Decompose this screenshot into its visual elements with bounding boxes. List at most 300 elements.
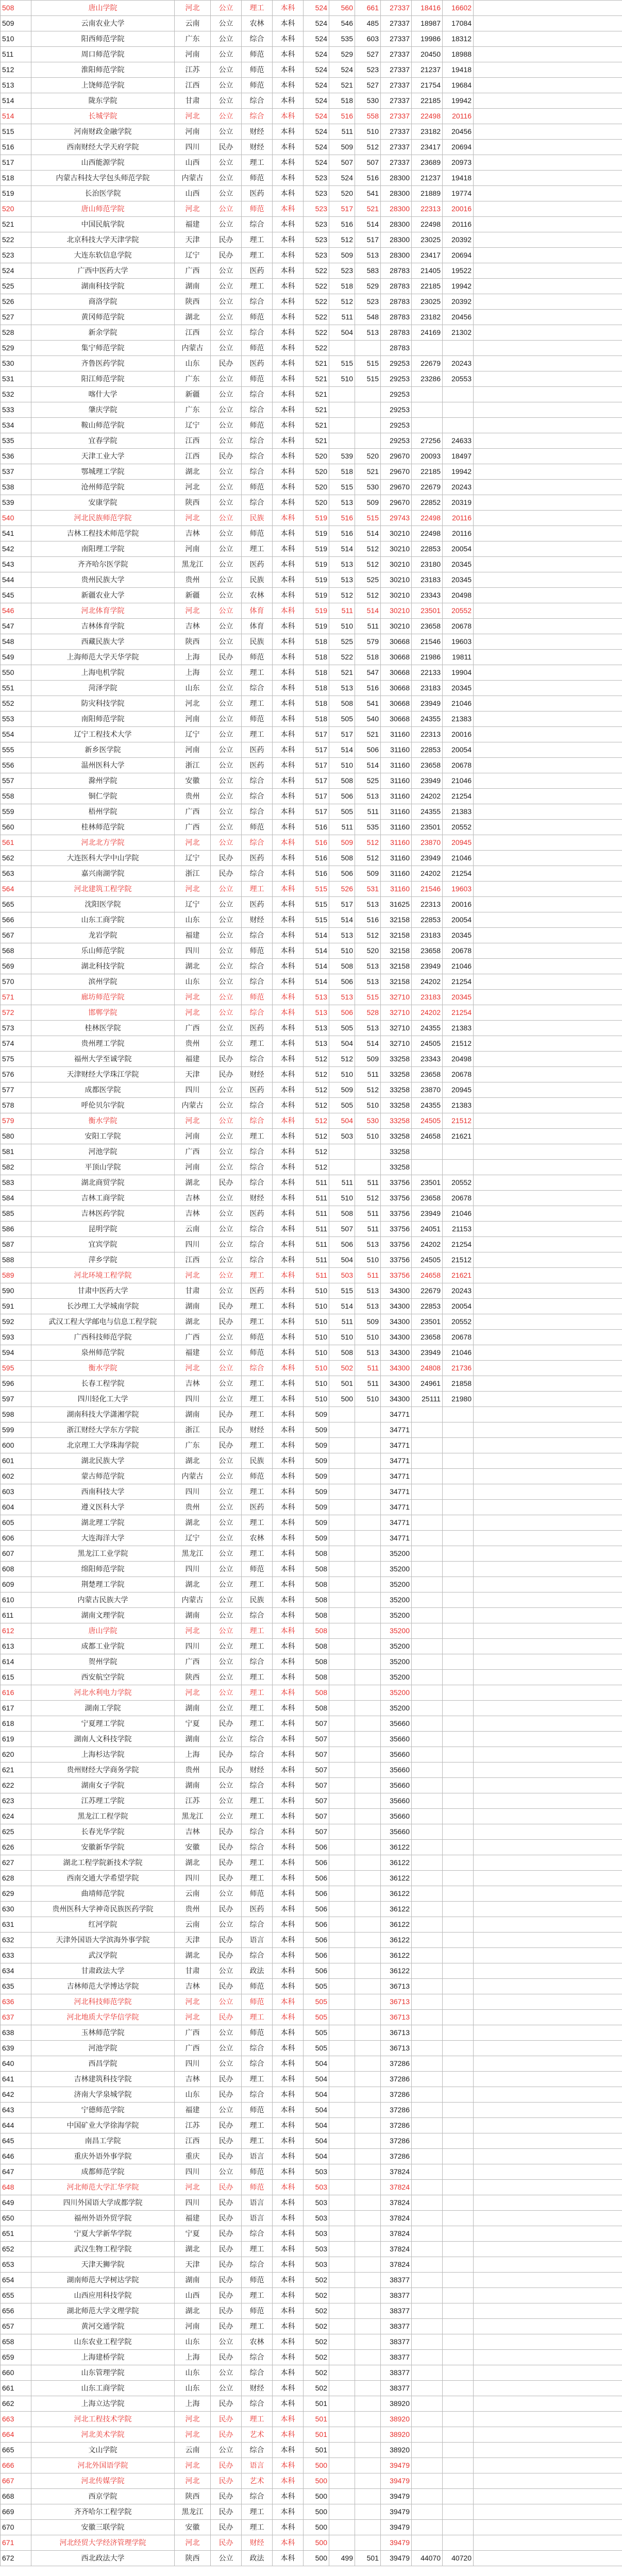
province-cell: 福建 [175,1345,211,1361]
rank-cell: 564 [1,882,31,897]
school-name-cell: 乐山师范学院 [31,943,175,959]
category-cell: 体育 [242,619,273,634]
province-cell: 湖南 [175,1407,211,1422]
rank-2021-cell: 19418 [443,171,474,186]
score-2023-cell: 507 [304,1824,329,1840]
rank-2021-cell: 20678 [443,619,474,634]
school-name-cell: 吉林体育学院 [31,619,175,634]
rank-2022-cell: 23949 [412,851,443,866]
table-row [1,2056,622,2072]
score-2023-cell: 512 [304,1067,329,1082]
province-cell: 云南 [175,1222,211,1237]
empty-cell [474,2072,622,2087]
score-2021-cell [355,1963,381,1979]
score-2022-cell [329,2350,355,2365]
score-2021-cell [355,1732,381,1747]
score-2021-cell: 661 [355,1,381,16]
rank-cell: 524 [1,263,31,279]
level-cell: 本科 [273,1855,304,1871]
school-name-cell: 龙岩学院 [31,928,175,943]
level-cell: 本科 [273,2273,304,2288]
empty-cell [474,1531,622,1546]
score-2023-cell: 502 [304,2381,329,2396]
score-2022-cell [329,1623,355,1639]
empty-cell [474,325,622,341]
score-2021-cell [355,1979,381,1994]
rank-2022-cell [412,2273,443,2288]
score-2023-cell: 503 [304,2164,329,2180]
category-cell: 医药 [242,742,273,758]
empty-cell [474,1206,622,1222]
level-cell: 本科 [273,619,304,634]
table-row [1,2103,622,2118]
school-name-cell: 天津天狮学院 [31,2257,175,2273]
ownership-cell: 公立 [211,541,242,557]
school-name-cell: 武汉工程大学邮电与信息工程学院 [31,1314,175,1330]
ownership-cell: 民办 [211,1824,242,1840]
ownership-cell: 公立 [211,1531,242,1546]
score-2022-cell [329,2257,355,2273]
level-cell: 本科 [273,155,304,171]
rank-2023-cell: 36713 [381,2010,412,2025]
school-name-cell: 红河学院 [31,1917,175,1933]
category-cell: 师范 [242,2180,273,2195]
rank-2022-cell: 23501 [412,820,443,835]
empty-cell [474,1129,622,1144]
rank-2023-cell: 37286 [381,2118,412,2133]
rank-2022-cell [412,1778,443,1793]
score-2022-cell [329,2535,355,2551]
province-cell: 广西 [175,1144,211,1160]
score-2023-cell: 500 [304,2551,329,2566]
rank-cell: 632 [1,1933,31,1948]
table-row [1,1067,622,1082]
rank-2021-cell [443,1933,474,1948]
rank-cell: 557 [1,773,31,789]
score-2021-cell: 514 [355,217,381,232]
table-row [1,650,622,665]
rank-cell: 587 [1,1237,31,1252]
empty-cell [474,1824,622,1840]
score-2023-cell: 521 [304,356,329,371]
school-name-cell: 湖南人文科技学院 [31,1732,175,1747]
score-2022-cell [329,1453,355,1469]
table-row [1,1500,622,1515]
category-cell: 农林 [242,588,273,603]
province-cell: 河北 [175,2473,211,2489]
rank-2023-cell: 38377 [381,2319,412,2334]
score-2022-cell: 560 [329,1,355,16]
score-2022-cell [329,2149,355,2164]
table-row [1,480,622,495]
rank-2021-cell: 19904 [443,665,474,681]
school-name-cell: 北京理工大学珠海学院 [31,1438,175,1453]
ownership-cell: 民办 [211,1175,242,1191]
rank-2022-cell: 21754 [412,78,443,93]
province-cell: 福建 [175,2103,211,2118]
rank-2022-cell: 21986 [412,650,443,665]
rank-2021-cell [443,1747,474,1762]
score-2022-cell: 514 [329,912,355,928]
level-cell: 本科 [273,650,304,665]
category-cell: 综合 [242,2365,273,2381]
ownership-cell: 公立 [211,1592,242,1608]
score-2022-cell: 522 [329,650,355,665]
school-name-cell: 集宁师范学院 [31,341,175,356]
rank-2021-cell: 21046 [443,773,474,789]
level-cell: 本科 [273,140,304,155]
rank-2022-cell [412,2072,443,2087]
score-2023-cell: 508 [304,1654,329,1670]
score-2021-cell: 510 [355,1252,381,1268]
category-cell: 综合 [242,1732,273,1747]
table-row [1,1345,622,1361]
score-2021-cell [355,2133,381,2149]
school-name-cell: 河池学院 [31,1144,175,1160]
table-row [1,2072,622,2087]
rank-cell: 651 [1,2226,31,2242]
rank-cell: 658 [1,2334,31,2350]
rank-2022-cell: 23183 [412,681,443,696]
ownership-cell: 民办 [211,2319,242,2334]
rank-2021-cell: 20392 [443,294,474,310]
level-cell: 本科 [273,31,304,47]
level-cell: 本科 [273,1175,304,1191]
score-2023-cell: 510 [304,1376,329,1392]
school-name-cell: 上海建桥学院 [31,2350,175,2365]
province-cell: 四川 [175,2195,211,2211]
ownership-cell: 公立 [211,1,242,16]
score-2022-cell: 501 [329,1376,355,1392]
rank-2023-cell: 34771 [381,1500,412,1515]
score-2021-cell [355,2520,381,2535]
score-2021-cell [355,2535,381,2551]
rank-2023-cell: 38377 [381,2350,412,2365]
province-cell: 江苏 [175,62,211,78]
province-cell: 甘肃 [175,1283,211,1299]
score-2023-cell: 507 [304,1809,329,1824]
province-cell: 湖北 [175,1948,211,1963]
level-cell: 本科 [273,1933,304,1948]
level-cell: 本科 [273,2319,304,2334]
score-2021-cell: 530 [355,93,381,109]
rank-2023-cell: 34771 [381,1422,412,1438]
score-2021-cell: 511 [355,1268,381,1283]
rank-2023-cell: 28300 [381,201,412,217]
province-cell: 云南 [175,1917,211,1933]
level-cell: 本科 [273,2473,304,2489]
score-2021-cell: 528 [355,1005,381,1021]
school-name-cell: 河南财政金融学院 [31,124,175,140]
rank-2022-cell: 23417 [412,248,443,263]
score-2023-cell: 513 [304,990,329,1005]
category-cell: 财经 [242,140,273,155]
rank-2021-cell [443,2010,474,2025]
score-2021-cell [355,1562,381,1577]
rank-2022-cell: 23658 [412,619,443,634]
rank-2022-cell [412,2010,443,2025]
table-row [1,758,622,773]
score-2022-cell: 508 [329,851,355,866]
table-row [1,2041,622,2056]
rank-cell: 655 [1,2288,31,2303]
school-name-cell: 文山学院 [31,2443,175,2458]
rank-2021-cell: 24633 [443,433,474,449]
score-2023-cell: 512 [304,1129,329,1144]
rank-2021-cell [443,1484,474,1500]
category-cell: 语言 [242,2149,273,2164]
ownership-cell: 公立 [211,1515,242,1531]
province-cell: 上海 [175,1747,211,1762]
rank-2022-cell: 24202 [412,866,443,882]
rank-cell: 580 [1,1129,31,1144]
rank-2023-cell: 30210 [381,603,412,619]
rank-2021-cell: 17084 [443,16,474,31]
score-2021-cell [355,1933,381,1948]
rank-cell: 623 [1,1793,31,1809]
score-2022-cell [329,1577,355,1592]
level-cell: 本科 [273,2257,304,2273]
rank-2022-cell [412,2226,443,2242]
rank-2021-cell: 21254 [443,866,474,882]
score-2022-cell [329,2180,355,2195]
rank-cell: 531 [1,371,31,387]
score-2021-cell: 512 [355,928,381,943]
empty-cell [474,62,622,78]
level-cell: 本科 [273,1036,304,1052]
score-2022-cell [329,2103,355,2118]
rank-2021-cell: 20345 [443,928,474,943]
rank-2022-cell [412,2489,443,2504]
level-cell: 本科 [273,1886,304,1902]
rank-2022-cell [412,1639,443,1654]
ownership-cell: 民办 [211,1933,242,1948]
score-2021-cell [355,2242,381,2257]
score-2023-cell: 520 [304,464,329,480]
table-row [1,2334,622,2350]
empty-cell [474,78,622,93]
level-cell: 本科 [273,2504,304,2520]
empty-cell [474,1392,622,1407]
school-name-cell: 河北体育学院 [31,603,175,619]
empty-cell [474,2551,622,2566]
table-row [1,1206,622,1222]
score-2023-cell: 509 [304,1531,329,1546]
province-cell: 辽宁 [175,897,211,912]
school-name-cell: 成都工业学院 [31,1639,175,1654]
rank-cell: 543 [1,557,31,572]
score-2023-cell: 521 [304,433,329,449]
score-2021-cell [355,2025,381,2041]
school-name-cell: 湖南科技学院 [31,279,175,294]
rank-cell: 621 [1,1762,31,1778]
score-2022-cell: 504 [329,325,355,341]
rank-2021-cell [443,1407,474,1422]
province-cell: 河南 [175,541,211,557]
score-2022-cell [329,1732,355,1747]
rank-2023-cell: 29670 [381,495,412,511]
school-name-cell: 湖南工学院 [31,1701,175,1716]
school-name-cell: 宁夏大学新华学院 [31,2226,175,2242]
level-cell: 本科 [273,727,304,742]
province-cell: 河北 [175,1685,211,1701]
level-cell: 本科 [273,1345,304,1361]
rank-2021-cell [443,1500,474,1515]
rank-cell: 542 [1,541,31,557]
province-cell: 内蒙古 [175,1098,211,1113]
table-row [1,1917,622,1933]
province-cell: 河北 [175,882,211,897]
school-name-cell: 滨州学院 [31,974,175,990]
rank-cell: 656 [1,2303,31,2319]
rank-2023-cell: 33756 [381,1175,412,1191]
score-2021-cell: 535 [355,820,381,835]
rank-2023-cell: 30668 [381,711,412,727]
score-2021-cell [355,387,381,402]
school-name-cell: 梧州学院 [31,804,175,820]
category-cell: 综合 [242,1778,273,1793]
rank-2022-cell [412,2520,443,2535]
table-row [1,2427,622,2443]
rank-2022-cell [412,2458,443,2473]
rank-2021-cell: 20678 [443,1191,474,1206]
table-row [1,974,622,990]
school-name-cell: 安徽新华学院 [31,1840,175,1855]
score-2021-cell [355,1809,381,1824]
table-row [1,155,622,171]
score-2021-cell: 509 [355,495,381,511]
rank-cell: 615 [1,1670,31,1685]
province-cell: 广西 [175,1330,211,1345]
province-cell: 广东 [175,31,211,47]
school-name-cell: 黄河交通学院 [31,2319,175,2334]
table-row [1,2303,622,2319]
ownership-cell: 公立 [211,2365,242,2381]
category-cell: 理工 [242,727,273,742]
school-name-cell: 西南财经大学天府学院 [31,140,175,155]
empty-cell [474,2180,622,2195]
school-name-cell: 上饶师范学院 [31,78,175,93]
rank-2022-cell: 44070 [412,2551,443,2566]
rank-cell: 666 [1,2458,31,2473]
rank-cell: 609 [1,1577,31,1592]
school-name-cell: 贵州理工学院 [31,1036,175,1052]
empty-cell [474,1067,622,1082]
category-cell: 综合 [242,2443,273,2458]
level-cell: 本科 [273,541,304,557]
table-row [1,1021,622,1036]
rank-2022-cell [412,1793,443,1809]
rank-2023-cell: 34771 [381,1438,412,1453]
score-2023-cell: 505 [304,1979,329,1994]
level-cell: 本科 [273,47,304,62]
rank-2023-cell: 37824 [381,2195,412,2211]
ownership-cell: 民办 [211,2396,242,2412]
empty-cell [474,2288,622,2303]
score-2021-cell [355,2427,381,2443]
category-cell: 医药 [242,557,273,572]
category-cell: 语言 [242,1933,273,1948]
level-cell: 本科 [273,2381,304,2396]
rank-2022-cell [412,2427,443,2443]
rank-2023-cell: 27337 [381,140,412,155]
rank-2023-cell: 35200 [381,1562,412,1577]
score-2022-cell [329,1824,355,1840]
table-row [1,433,622,449]
level-cell: 本科 [273,1979,304,1994]
school-name-cell: 西南交通大学希望学院 [31,1871,175,1886]
score-2021-cell [355,1654,381,1670]
score-2021-cell: 521 [355,727,381,742]
score-2021-cell [355,433,381,449]
table-row [1,2133,622,2149]
province-cell: 河北 [175,511,211,526]
score-2023-cell: 517 [304,804,329,820]
rank-2023-cell: 28783 [381,279,412,294]
rank-2023-cell: 31160 [381,866,412,882]
score-2022-cell [329,418,355,433]
score-2022-cell [329,2427,355,2443]
rank-cell: 603 [1,1484,31,1500]
rank-2022-cell: 19986 [412,31,443,47]
ownership-cell: 公立 [211,990,242,1005]
score-2021-cell: 513 [355,897,381,912]
rank-cell: 534 [1,418,31,433]
score-2023-cell: 502 [304,2365,329,2381]
rank-2022-cell [412,2350,443,2365]
score-2022-cell: 524 [329,62,355,78]
school-name-cell: 河北民族师范学院 [31,511,175,526]
rank-2022-cell: 24355 [412,804,443,820]
empty-cell [474,1314,622,1330]
rank-2021-cell: 20678 [443,1330,474,1345]
level-cell: 本科 [273,2149,304,2164]
table-row [1,634,622,650]
score-2021-cell: 513 [355,959,381,974]
score-2023-cell: 512 [304,1052,329,1067]
rank-2021-cell: 19418 [443,62,474,78]
level-cell: 本科 [273,2242,304,2257]
table-row [1,897,622,912]
table-row [1,1144,622,1160]
level-cell: 本科 [273,711,304,727]
province-cell: 河北 [175,1113,211,1129]
province-cell: 河北 [175,2535,211,2551]
province-cell: 江西 [175,2133,211,2149]
rank-2023-cell: 38377 [381,2303,412,2319]
rank-2021-cell: 20243 [443,480,474,495]
score-2022-cell: 507 [329,155,355,171]
province-cell: 河北 [175,2180,211,2195]
level-cell: 本科 [273,758,304,773]
rank-2022-cell [412,1963,443,1979]
table-row [1,31,622,47]
score-2022-cell: 512 [329,1052,355,1067]
score-2023-cell: 506 [304,1933,329,1948]
rank-2023-cell: 35200 [381,1592,412,1608]
score-2022-cell: 503 [329,1268,355,1283]
rank-cell: 667 [1,2473,31,2489]
ownership-cell: 公立 [211,665,242,681]
province-cell: 湖北 [175,1175,211,1191]
ownership-cell: 公立 [211,2041,242,2056]
rank-2023-cell: 34771 [381,1515,412,1531]
rank-2021-cell: 21383 [443,711,474,727]
score-2021-cell [355,402,381,418]
school-name-cell: 唐山学院 [31,1,175,16]
rank-2023-cell: 31160 [381,773,412,789]
level-cell: 本科 [273,1222,304,1237]
